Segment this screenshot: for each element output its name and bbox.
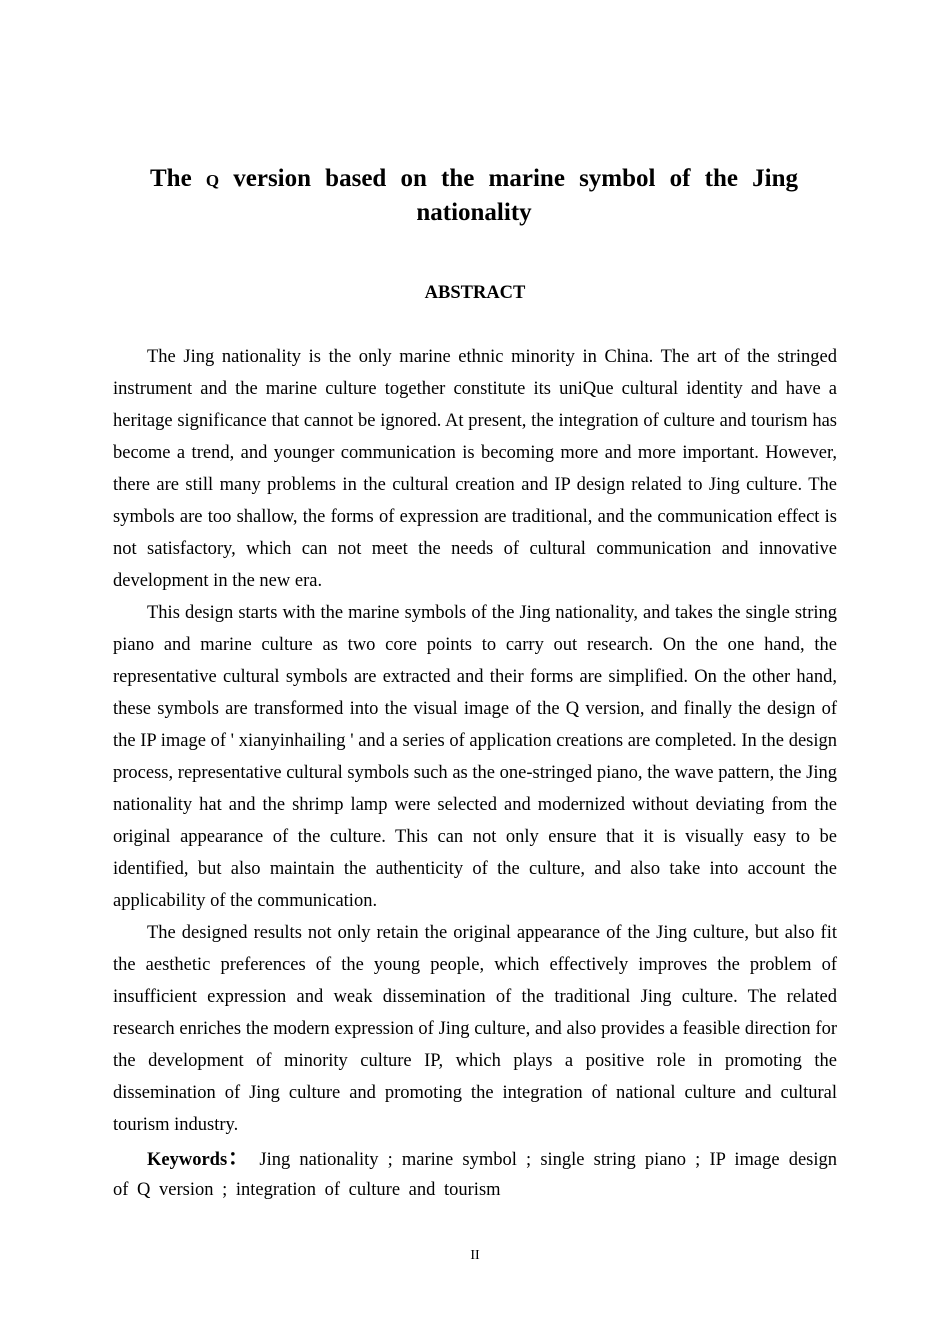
keywords-text: Jing nationality ; marine symbol ; single string piano ; IP image design of Q version ; integration of culture and tourism [113,1150,838,1200]
page-number: II [470,1248,480,1263]
title-part-1: The [150,165,206,192]
page-title [150,163,798,229]
keywords-colon: ： [227,1145,251,1170]
title-part-2: version based on the marine symbol of the Jing nationality [219,165,798,226]
keywords-line [113,1143,837,1205]
abstract-paragraph-1: The Jing nationality is the only marine ethnic minority in China. The art of the stringed instrument and the marine culture together constitute its uniQue cultural identity and have a heritage significance that cannot be ignored. At present, the integration of culture and tourism has become a trend, and younger communication is becoming more and more important. However, there are still many problems in the cultural creation and IP design related to Jing culture. The symbols are too shallow, the forms of expression are traditional, and the communication effect is not satisfactory, which can not meet the needs of cultural communication and innovative development in the new era. [113,347,837,591]
abstract-paragraph-2: This design starts with the marine symbols of the Jing nationality, and takes the single string piano and marine culture as two core points to carry out research. On the one hand, the representative cultural symbols are extracted and their forms are simplified. On the other hand, these symbols are transformed into the visual image of the Q version, and finally the design of the IP image of ' xianyinhailing ' and a series of application creations are completed. In the design process, representative cultural symbols such as the one-stringed piano, the wave pattern, the Jing nationality hat and the shrimp lamp were selected and modernized without deviating from the original appearance of the culture. This can not only ensure that it is visually easy to be identified, but also maintain the authenticity of the culture, and also take into account the applicability of the communication. [113,603,837,911]
abstract-paragraph-3: The designed results not only retain the original appearance of the Jing culture, but also fit the aesthetic preferences of the young people, which effectively improves the problem of insufficient expression and weak dissemination of the traditional Jing culture. The related research enriches the modern expression of Jing culture, and also provides a feasible direction for the development of minority culture IP, which plays a positive role in promoting the dissemination of Jing culture and promoting the integration of national culture and cultural tourism industry. [113,923,837,1135]
abstract-heading: ABSTRACT [424,283,526,303]
keywords-label: Keywords [147,1150,228,1170]
abstract-body [113,341,837,1205]
title-q-letter: Q [205,171,220,190]
